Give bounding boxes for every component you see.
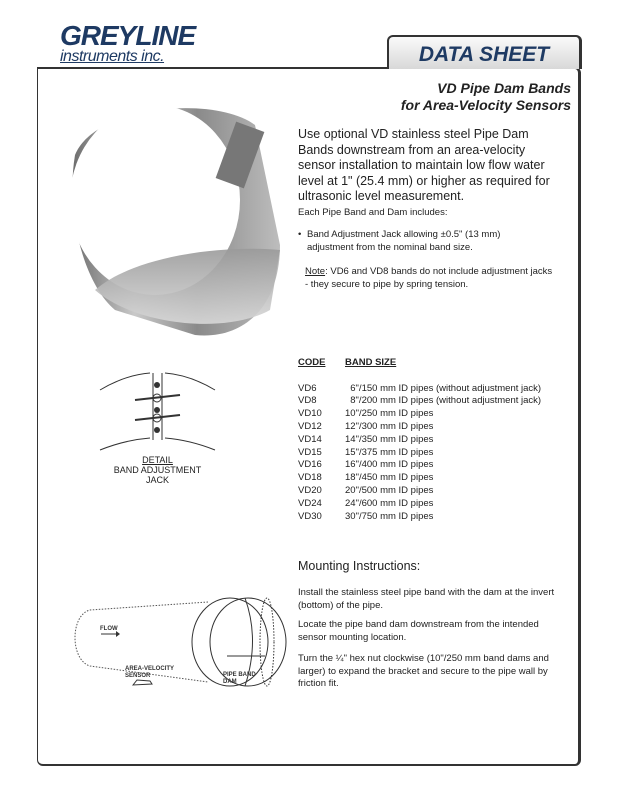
table-row <box>298 421 541 434</box>
band-size-cell: 15"/375 mm ID pipes <box>345 446 434 458</box>
dam-label: PIPE BAND DAM <box>223 672 256 685</box>
band-size-cell: 10"/250 mm ID pipes <box>345 408 434 420</box>
page-title <box>401 80 571 114</box>
band-size-table <box>298 357 541 523</box>
table-row <box>298 511 541 524</box>
band-size-cell: 6"/150 mm ID pipes (without adjustment jack) <box>345 382 542 394</box>
code-cell: VD8 <box>298 395 317 407</box>
table-row <box>298 485 541 498</box>
code-cell: VD10 <box>298 408 322 420</box>
detail-caption-1: BAND ADJUSTMENT <box>113 465 202 475</box>
bullet-item: • Band Adjustment Jack allowing ±0.5" (13 mm) adjustment from the nominal band size. <box>298 229 501 253</box>
header-band-size: BAND SIZE <box>345 357 397 368</box>
includes-heading: Each Pipe Band and Dam includes: <box>298 207 448 218</box>
table-header <box>298 357 541 370</box>
band-size-cell: 24"/600 mm ID pipes <box>345 497 434 509</box>
data-sheet-tab: DATA SHEET <box>387 35 582 69</box>
table-row <box>298 498 541 511</box>
bullet-text: Band Adjustment Jack allowing ±0.5" (13 mm) adjustment from the nominal band size. <box>307 229 501 253</box>
logo-subtitle: instruments inc. <box>60 48 165 65</box>
table-row <box>298 447 541 460</box>
code-cell: VD15 <box>298 446 322 458</box>
code-cell: VD12 <box>298 420 322 432</box>
code-cell: VD24 <box>298 497 322 509</box>
band-size-cell: 12"/300 mm ID pipes <box>345 420 434 432</box>
note-text: : VD6 and VD8 bands do not include adjustment jacks - they secure to pipe by spring tension. <box>305 266 553 290</box>
detail-caption <box>100 455 215 485</box>
table-row <box>298 434 541 447</box>
code-cell: VD6 <box>298 382 317 394</box>
table-row <box>298 395 541 408</box>
table-row <box>298 472 541 485</box>
note-paragraph <box>305 266 555 291</box>
header-code: CODE <box>298 357 326 368</box>
band-size-cell: 16"/400 mm ID pipes <box>345 459 434 471</box>
code-cell: VD20 <box>298 484 322 496</box>
intro-paragraph: Use optional VD stainless steel Pipe Dam Bands downstream from an area-velocity sensor installation to maintain low flow water level at 1" (25.4 mm) or higher as required for ultrasonic level measurement. <box>298 127 550 203</box>
mounting-heading: Mounting Instructions: <box>298 559 421 573</box>
code-cell: VD16 <box>298 459 322 471</box>
flow-label: FLOW <box>100 626 118 632</box>
sensor-label: AREA-VELOCITY SENSOR <box>125 666 175 679</box>
mounting-step-1: Install the stainless steel pipe band with the dam at the invert (bottom) of the pipe. <box>298 587 555 611</box>
mounting-step-3: Turn the ¼" hex nut clockwise (10"/250 mm band dams and larger) to expand the bracket and secure to the pipe wall by friction fit. <box>298 653 549 689</box>
code-cell: VD30 <box>298 510 322 522</box>
band-size-cell: 20"/500 mm ID pipes <box>345 484 434 496</box>
band-size-cell: 30"/750 mm ID pipes <box>345 510 434 522</box>
logo-greyline: GREYLINE <box>60 20 196 51</box>
band-size-cell: 18"/450 mm ID pipes <box>345 472 434 484</box>
band-size-cell: 8"/200 mm ID pipes (without adjustment jack) <box>345 395 542 407</box>
detail-caption-2: JACK <box>145 475 169 485</box>
band-size-cell: 14"/350 mm ID pipes <box>345 433 434 445</box>
band-adjustment-jack-detail <box>95 370 220 455</box>
detail-title: DETAIL <box>142 455 173 465</box>
table-row <box>298 408 541 421</box>
table-row <box>298 383 541 396</box>
title-line-1: VD Pipe Dam Bands <box>437 80 571 96</box>
table-row <box>298 459 541 472</box>
code-cell: VD18 <box>298 472 322 484</box>
pipe-dam-band-photo <box>55 95 290 340</box>
code-cell: VD14 <box>298 433 322 445</box>
note-label: Note <box>305 266 326 277</box>
title-line-2: for Area-Velocity Sensors <box>400 97 571 113</box>
mounting-step-2: Locate the pipe band dam downstream from the intended sensor mounting location. <box>298 619 539 643</box>
